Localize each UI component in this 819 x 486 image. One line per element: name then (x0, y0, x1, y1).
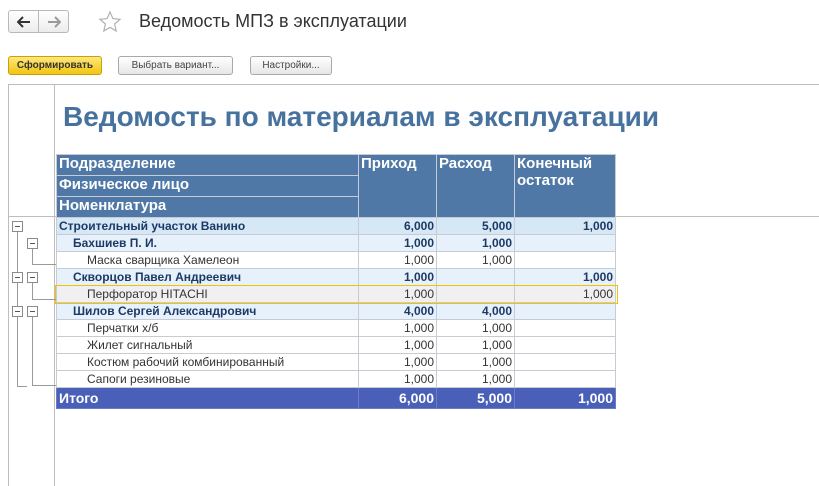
table-row[interactable] (57, 218, 616, 235)
table-row[interactable] (57, 320, 616, 337)
row-name: Перчатки х/б (57, 320, 359, 337)
row-expense: 1,000 (437, 354, 515, 371)
row-expense: 4,000 (437, 303, 515, 320)
grouping-panel (8, 84, 55, 486)
star-icon[interactable] (98, 10, 122, 34)
header-person: Физическое лицо (57, 176, 359, 197)
row-expense: 1,000 (437, 320, 515, 337)
row-expense: 5,000 (437, 218, 515, 235)
settings-button[interactable]: Настройки... (250, 56, 332, 75)
row-name: Перфоратор HITACHI (57, 286, 359, 303)
row-balance: 1,000 (515, 218, 616, 235)
table-row[interactable] (57, 235, 616, 252)
total-expense: 5,000 (437, 388, 515, 409)
table-row[interactable] (57, 354, 616, 371)
row-balance (515, 337, 616, 354)
report-table (56, 154, 616, 409)
row-income: 4,000 (359, 303, 437, 320)
row-name: Костюм рабочий комбинированный (57, 354, 359, 371)
row-income: 1,000 (359, 337, 437, 354)
row-name: Маска сварщика Хамелеон (57, 252, 359, 269)
generate-button[interactable]: Сформировать (8, 56, 102, 75)
table-row[interactable] (57, 252, 616, 269)
row-income: 1,000 (359, 235, 437, 252)
table-row[interactable] (57, 269, 616, 286)
table-row-selected[interactable] (57, 286, 616, 303)
select-variant-button[interactable]: Выбрать вариант... (118, 56, 233, 75)
table-row[interactable] (57, 337, 616, 354)
total-balance: 1,000 (515, 388, 616, 409)
back-button[interactable] (8, 10, 39, 33)
window-title: Ведомость МПЗ в эксплуатации (139, 11, 407, 31)
arrow-right-icon (47, 16, 61, 28)
header-balance (515, 155, 616, 218)
row-income: 1,000 (359, 269, 437, 286)
table-row[interactable] (57, 303, 616, 320)
total-income: 6,000 (359, 388, 437, 409)
total-name: Итого (57, 388, 359, 409)
row-income: 1,000 (359, 354, 437, 371)
row-balance (515, 303, 616, 320)
table-row[interactable] (57, 371, 616, 388)
row-expense: 1,000 (437, 235, 515, 252)
row-name: Сапоги резиновые (57, 371, 359, 388)
row-expense: 1,000 (437, 252, 515, 269)
row-balance: 1,000 (515, 286, 616, 303)
title-bar (0, 0, 819, 46)
row-name: Строительный участок Ванино (57, 218, 359, 235)
row-income: 1,000 (359, 252, 437, 269)
header-income: Приход (359, 155, 437, 218)
row-balance (515, 320, 616, 337)
row-name: Жилет сигнальный (57, 337, 359, 354)
row-expense: 1,000 (437, 337, 515, 354)
row-expense (437, 286, 515, 303)
row-income: 6,000 (359, 218, 437, 235)
row-expense (437, 269, 515, 286)
row-balance: 1,000 (515, 269, 616, 286)
row-expense: 1,000 (437, 371, 515, 388)
row-income: 1,000 (359, 286, 437, 303)
header-expense: Расход (437, 155, 515, 218)
row-balance (515, 252, 616, 269)
report-title: Ведомость по материалам в эксплуатации (63, 101, 660, 132)
row-name: Бахшиев П. И. (57, 235, 359, 252)
total-row[interactable] (57, 388, 616, 409)
row-balance (515, 371, 616, 388)
row-name: Шилов Сергей Александрович (57, 303, 359, 320)
row-income: 1,000 (359, 371, 437, 388)
header-division: Подразделение (57, 155, 359, 176)
forward-button[interactable] (38, 10, 69, 33)
row-balance (515, 354, 616, 371)
row-income: 1,000 (359, 320, 437, 337)
header-balance-line2: остаток (517, 172, 574, 189)
header-item: Номенклатура (57, 197, 359, 218)
row-name: Скворцов Павел Андреевич (57, 269, 359, 286)
arrow-left-icon (17, 16, 31, 28)
header-balance-line1: Конечный (517, 155, 593, 172)
row-balance (515, 235, 616, 252)
